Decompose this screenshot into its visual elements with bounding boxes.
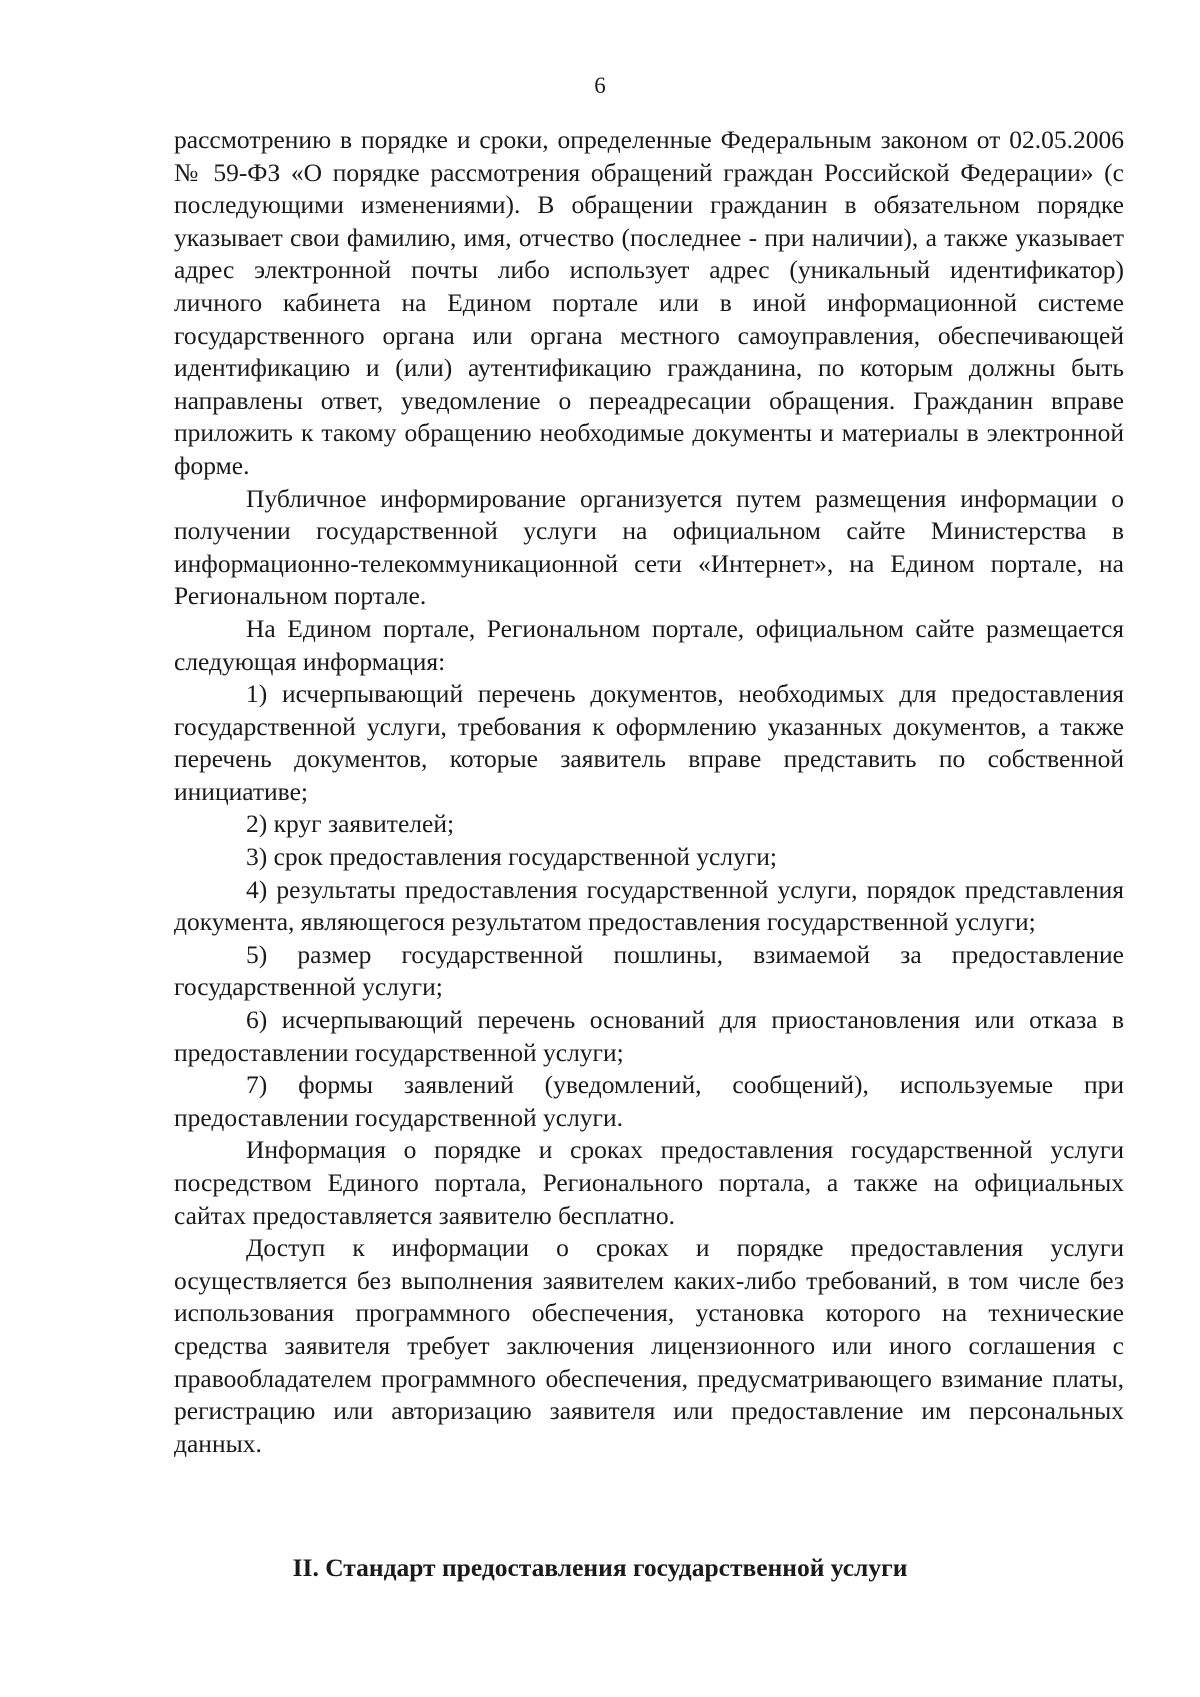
section-heading: II. Стандарт предоставления государственной услуги [292,1553,908,1582]
list-item-6: 6) исчерпывающий перечень оснований для приостановления или отказа в предоставлении государственной услуги; [174,1005,1124,1067]
list-item-2: 2) круг заявителей; [246,809,455,839]
list-item-7: 7) формы заявлений (уведомлений, сообщений), используемые при предоставлении государственной услуги. [174,1070,1124,1132]
list-item-1: 1) исчерпывающий перечень документов, необходимых для предоставления государственной услуги, требования к оформлению указанных документов, а также перечень документов, которые заявитель вправе представить по собственной инициативе; [174,679,1124,806]
paragraph-access-conditions: Доступ к информации о сроках и порядке предоставления услуги осуществляется без выполнения заявителем каких-либо требований, в том числе без использования программного обеспечения, установка которого на технические средства заявителя требует заключения лицензионного или иного соглашения с правообладателем программного обеспечения, предусматривающего взимание платы, регистрацию или авторизацию заявителя или предоставление им персональных данных. [174,1233,1124,1458]
list-item-3: 3) срок предоставления государственной услуги; [246,842,778,872]
list-item-4: 4) результаты предоставления государственной услуги, порядок представления документа, являющегося результатом предоставления государственной услуги; [174,874,1124,937]
page-number: 6 [594,73,606,98]
paragraph-portal-info-intro: На Едином портале, Региональном портале, официальном сайте размещается следующая информация: [174,613,1124,676]
document-body [174,124,1124,1460]
paragraph-continuation: рассмотрению в порядке и сроки, определенные Федеральным законом от 02.05.2006 № 59-ФЗ «О порядке рассмотрения обращений граждан Российской Федерации» (с последующими изменениями). В обращении гражданин в обязательном порядке указывает свои фамилию, имя, отчество (последнее - при наличии), а также указывает адрес электронной почты либо использует адрес (уникальный идентификатор) личного кабинета на Едином портале или в иной информационной системе государственного органа или органа местного самоуправления, обеспечивающей идентификацию и (или) аутентификацию гражданина, по которым должны быть направлены ответ, уведомление о переадресации обращения. Гражданин вправе приложить к такому обращению необходимые документы и материалы в электронной форме. [174,125,1124,480]
list-item-5: 5) размер государственной пошлины, взимаемой за предоставление государственной услуги; [174,939,1124,1002]
paragraph-free-of-charge: Информация о порядке и сроках предоставления государственной услуги посредством Единого портала, Регионального портала, а также на официальных сайтах предоставляется заявителю бесплатно. [174,1135,1124,1230]
paragraph-public-informing: Публичное информирование организуется путем размещения информации о получении государственной услуги на официальном сайте Министерства в информационно-телекоммуникационной сети «Интернет», на Едином портале, на Региональном портале. [174,483,1124,611]
